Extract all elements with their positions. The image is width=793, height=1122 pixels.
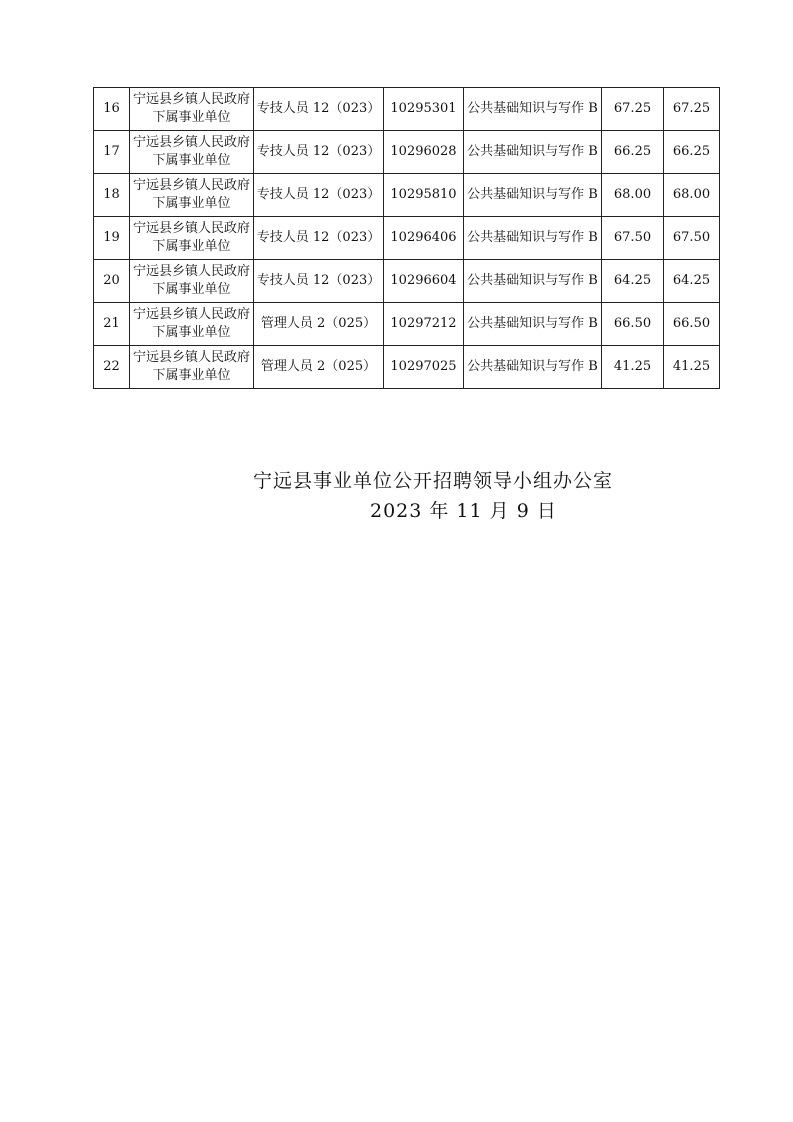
unit-name-line2: 下属事业单位: [152, 153, 231, 168]
position-cell: 专技人员 12（023）: [254, 217, 384, 260]
score-cell: 41.25: [602, 346, 664, 389]
unit-cell: [130, 131, 254, 174]
position-cell: 管理人员 2（025）: [254, 346, 384, 389]
unit-name-line2: 下属事业单位: [152, 368, 231, 383]
total-score-cell: 64.25: [664, 260, 720, 303]
unit-cell: [130, 346, 254, 389]
score-cell: 67.25: [602, 88, 664, 131]
subject-cell: 公共基础知识与写作 B: [464, 88, 602, 131]
unit-name-line1: 宁远县乡镇人民政府: [132, 135, 250, 150]
subject-cell: 公共基础知识与写作 B: [464, 346, 602, 389]
unit-cell: [130, 217, 254, 260]
subject-cell: 公共基础知识与写作 B: [464, 131, 602, 174]
position-cell: 专技人员 12（023）: [254, 88, 384, 131]
unit-name-line1: 宁远县乡镇人民政府: [132, 178, 250, 193]
table-row: [94, 174, 720, 217]
score-cell: 66.25: [602, 131, 664, 174]
unit-cell: [130, 303, 254, 346]
table-row: [94, 217, 720, 260]
score-cell: 67.50: [602, 217, 664, 260]
score-cell: 66.50: [602, 303, 664, 346]
unit-name-line1: 宁远县乡镇人民政府: [132, 264, 250, 279]
unit-name-line1: 宁远县乡镇人民政府: [132, 221, 250, 236]
row-number: 21: [94, 303, 130, 346]
exam-id-cell: 10297212: [384, 303, 464, 346]
subject-cell: 公共基础知识与写作 B: [464, 174, 602, 217]
exam-id-cell: 10296406: [384, 217, 464, 260]
table-row: [94, 260, 720, 303]
exam-id-cell: 10297025: [384, 346, 464, 389]
exam-id-cell: 10295810: [384, 174, 464, 217]
table-row: [94, 131, 720, 174]
total-score-cell: 66.25: [664, 131, 720, 174]
position-cell: 专技人员 12（023）: [254, 174, 384, 217]
subject-cell: 公共基础知识与写作 B: [464, 303, 602, 346]
unit-name-line1: 宁远县乡镇人民政府: [132, 92, 250, 107]
table-row: [94, 346, 720, 389]
position-cell: 专技人员 12（023）: [254, 260, 384, 303]
unit-name-line2: 下属事业单位: [152, 282, 231, 297]
total-score-cell: 67.50: [664, 217, 720, 260]
row-number: 22: [94, 346, 130, 389]
table-row: [94, 303, 720, 346]
row-number: 17: [94, 131, 130, 174]
unit-name-line1: 宁远县乡镇人民政府: [132, 350, 250, 365]
unit-cell: [130, 88, 254, 131]
total-score-cell: 68.00: [664, 174, 720, 217]
row-number: 20: [94, 260, 130, 303]
issue-date-text: 2023 年 11 月 9 日: [370, 500, 557, 522]
unit-name-line1: 宁远县乡镇人民政府: [132, 307, 250, 322]
total-score-cell: 41.25: [664, 346, 720, 389]
unit-cell: [130, 174, 254, 217]
issuing-office-text: 宁远县事业单位公开招聘领导小组办公室: [253, 470, 614, 492]
subject-cell: 公共基础知识与写作 B: [464, 260, 602, 303]
exam-id-cell: 10296604: [384, 260, 464, 303]
position-cell: 专技人员 12（023）: [254, 131, 384, 174]
unit-name-line2: 下属事业单位: [152, 325, 231, 340]
total-score-cell: 67.25: [664, 88, 720, 131]
unit-name-line2: 下属事业单位: [152, 239, 231, 254]
exam-id-cell: 10295301: [384, 88, 464, 131]
unit-name-line2: 下属事业单位: [152, 196, 231, 211]
unit-cell: [130, 260, 254, 303]
subject-cell: 公共基础知识与写作 B: [464, 217, 602, 260]
exam-id-cell: 10296028: [384, 131, 464, 174]
row-number: 16: [94, 88, 130, 131]
table-row: [94, 88, 720, 131]
position-cell: 管理人员 2（025）: [254, 303, 384, 346]
total-score-cell: 66.50: [664, 303, 720, 346]
score-cell: 64.25: [602, 260, 664, 303]
unit-name-line2: 下属事业单位: [152, 110, 231, 125]
row-number: 19: [94, 217, 130, 260]
score-table: [93, 87, 720, 389]
row-number: 18: [94, 174, 130, 217]
score-cell: 68.00: [602, 174, 664, 217]
